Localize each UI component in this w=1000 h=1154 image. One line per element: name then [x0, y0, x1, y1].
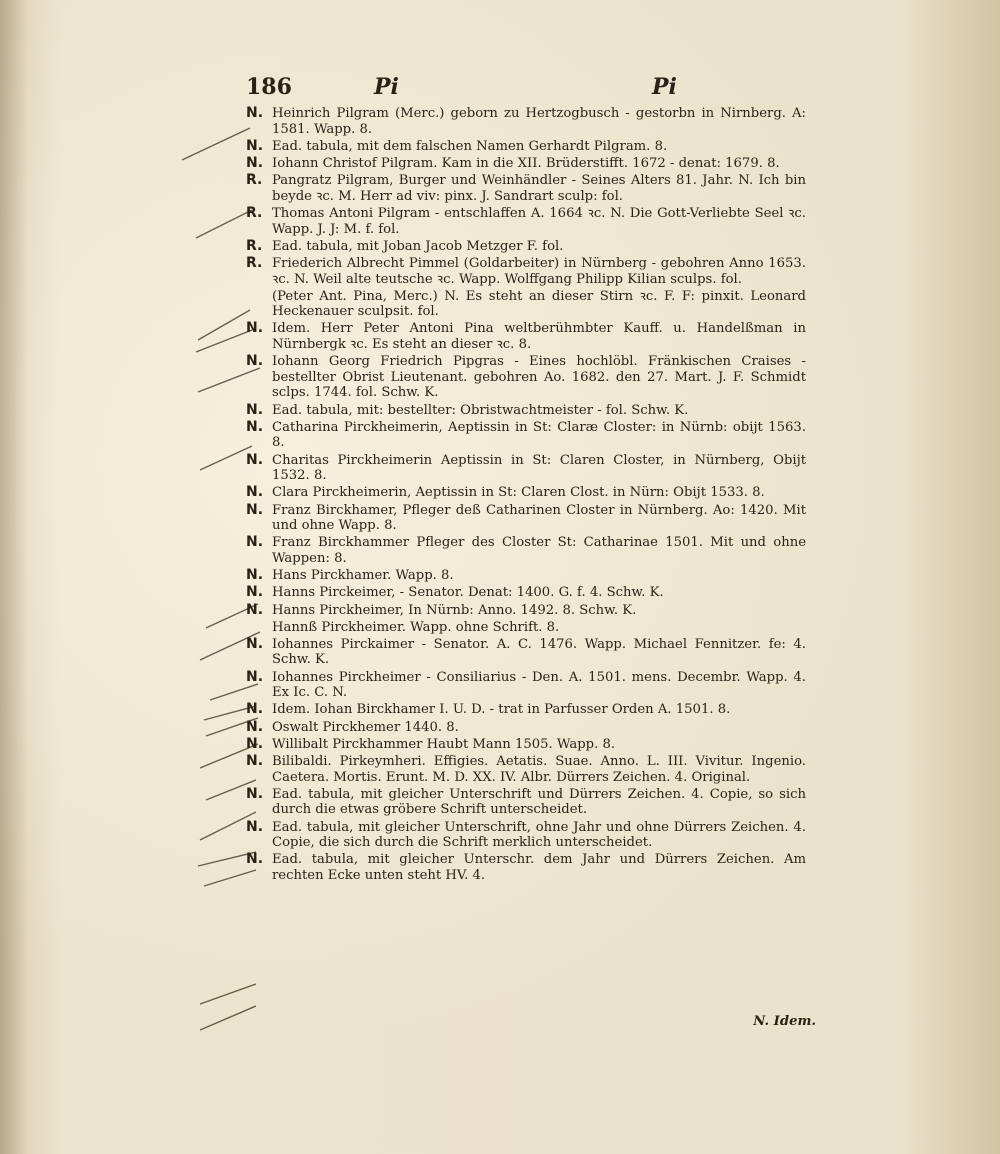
entry-mark: N. [246, 718, 264, 735]
list-item [246, 670, 806, 701]
list-item [246, 603, 806, 619]
list-item [246, 568, 806, 584]
list-item [246, 403, 806, 419]
list-item [246, 820, 806, 851]
entry-mark: N. [246, 818, 264, 835]
list-item [246, 720, 806, 736]
entry-list [246, 106, 806, 885]
entry-text: Charitas Pirckheimerin Aeptissin in St: Claren Closter, in Nürnberg, Obijt 1532. 8. [272, 452, 806, 484]
entry-text: Franz Birckhammer Pfleger des Closter St: Catharinae 1501. Mit und ohne Wappen: 8. [272, 535, 806, 566]
list-item [246, 239, 806, 255]
list-item [246, 206, 806, 237]
list-item [246, 535, 806, 566]
list-item [246, 702, 806, 718]
entry-text: Ead. tabula, mit gleicher Unterschrift, ohne Jahr und ohne Dürrers Zeichen. 4. Copie, die sich durch die Schrift merklich unterscheidet. [272, 819, 806, 851]
entry-text: Clara Pirckheimerin, Aeptissin in St: Claren Clost. in Nürn: Obijt 1533. 8. [272, 485, 765, 501]
list-item [246, 754, 806, 785]
entry-mark: N. [246, 584, 264, 601]
entry-text: Iohannes Pirckheimer - Consiliarius - Den. A. 1501. mens. Decembr. Wapp. 4. Ex Ic. C. N. [272, 669, 806, 701]
entry-text: Bilibaldi. Pirkeymheri. Effigies. Aetatis. Suae. Anno. L. III. Vivitur. Ingenio. Caetera. Mortis. Erunt. M. D. XX. IV. Albr. Dürrers Zeichen. 4. Original. [272, 754, 806, 785]
list-item [246, 620, 806, 636]
entry-mark: N. [246, 534, 264, 551]
list-item [246, 420, 806, 451]
entry-text: Iohann Georg Friedrich Pipgras - Eines hochlöbl. Fränkischen Craises - bestellter Obrist Lieutenant. gebohren Ao. 1682. den 27. Mart. J. F. Schmidt sclps. 1744. fol. Schw. K. [272, 354, 806, 401]
list-item [246, 256, 806, 287]
entry-text: Hanns Pirckeimer, - Senator. Denat: 1400. G. f. 4. Schw. K. [272, 585, 664, 601]
entry-mark: N. [246, 851, 264, 868]
entry-text: Franz Birckhamer, Pfleger deß Catharinen Closter in Nürnberg. Ao: 1420. Mit und ohne Wapp. 8. [272, 502, 806, 534]
entry-text: Hans Pirckhamer. Wapp. 8. [272, 568, 454, 584]
entry-mark: N. [246, 567, 264, 584]
list-item [246, 585, 806, 601]
list-item [246, 485, 806, 501]
list-item [246, 503, 806, 534]
entry-mark: N. [246, 320, 264, 337]
entry-text: Idem. Iohan Birckhamer I. U. D. - trat in Parfusser Orden A. 1501. 8. [272, 702, 731, 718]
list-item [246, 852, 806, 883]
entry-mark: N. [246, 401, 264, 418]
entry-mark: N. [246, 601, 264, 618]
entry-mark: N. [246, 154, 264, 171]
entry-mark: N. [246, 635, 264, 652]
entry-text: Pangratz Pilgram, Burger und Weinhändler - Seines Alters 81. Jahr. N. Ich bin beyde ꝛc. M. Herr ad viv: pinx. J. Sandrart sculp: fol. [272, 173, 806, 204]
entry-text: Ead. tabula, mit gleicher Unterschr. dem Jahr und Dürrers Zeichen. Am rechten Ecke unten steht HV. 4. [272, 852, 806, 883]
entry-text: Willibalt Pirckhammer Haubt Mann 1505. Wapp. 8. [272, 736, 616, 752]
running-head-right: Pi [652, 74, 677, 100]
entry-text: Iohannes Pirckaimer - Senator. A. C. 1476. Wapp. Michael Fennitzer. fe: 4. Schw. K. [272, 636, 806, 668]
entry-text: Ead. tabula, mit dem falschen Namen Gerhardt Pilgram. 8. [272, 138, 668, 154]
entry-text: Ead. tabula, mit Joban Jacob Metzger F. fol. [272, 238, 564, 254]
entry-mark: N. [246, 105, 264, 121]
entry-text: Oswalt Pirckhemer 1440. 8. [272, 719, 459, 735]
list-item [246, 106, 806, 137]
entry-mark: N. [246, 668, 264, 685]
entry-text: Hanns Pirckheimer, In Nürnb: Anno. 1492. 8. Schw. K. [272, 602, 637, 618]
entry-mark: N. [246, 785, 264, 802]
entry-mark: R. [246, 172, 263, 189]
entry-mark: N. [246, 753, 264, 769]
entry-mark: N. [246, 418, 264, 435]
list-item [246, 453, 806, 484]
entry-mark: R. [246, 204, 263, 221]
entry-mark: N. [246, 137, 264, 154]
entry-text: (Peter Ant. Pina, Merc.) N. Es steht an dieser Stirn ꝛc. F. F: pinxit. Leonard Heckenauer sculpsit. fol. [272, 288, 806, 320]
list-item [246, 173, 806, 204]
running-head-left: Pi [374, 74, 399, 100]
list-item [246, 737, 806, 753]
entry-mark: N. [246, 501, 264, 518]
entry-mark: N. [246, 735, 264, 752]
page-header [246, 74, 806, 104]
catchword: N. Idem. [753, 1014, 816, 1029]
entry-text: Iohann Christof Pilgram. Kam in die XII. Brüderstifft. 1672 - denat: 1679. 8. [272, 155, 780, 171]
entry-text: Friederich Albrecht Pimmel (Goldarbeiter) in Nürnberg - gebohren Anno 1653. ꝛc. N. Weil alte teutsche ꝛc. Wapp. Wolffgang Philipp Kilian sculps. fol. [272, 255, 806, 287]
list-item [246, 354, 806, 401]
list-item [246, 321, 806, 352]
entry-text: Ead. tabula, mit: bestellter: Obristwachtmeister - fol. Schw. K. [272, 402, 689, 418]
list-item [246, 139, 806, 155]
entry-mark: N. [246, 484, 264, 501]
page-number: 186 [246, 74, 292, 100]
entry-text: Idem. Herr Peter Antoni Pina weltberühmbter Kauff. u. Handelßman in Nürnbergk ꝛc. Es steht an dieser ꝛc. 8. [272, 321, 806, 353]
entry-text: Heinrich Pilgram (Merc.) geborn zu Hertzogbusch - gestorbn in Nirnberg. A: 1581. Wapp. 8. [272, 106, 806, 137]
entry-text: Hannß Pirckheimer. Wapp. ohne Schrift. 8. [272, 619, 560, 635]
entry-mark: N. [246, 353, 264, 370]
entry-mark: R. [246, 254, 263, 271]
entry-mark: N. [246, 701, 264, 718]
list-item [246, 787, 806, 818]
entry-text: Ead. tabula, mit gleicher Unterschrift und Dürrers Zeichen. 4. Copie, so sich durch die etwas gröbere Schrift unterscheidet. [272, 786, 806, 818]
list-item [246, 637, 806, 668]
entry-text: Catharina Pirckheimerin, Aeptissin in St: Claræ Closter: in Nürnb: obijt 1563. 8. [272, 419, 806, 451]
list-item [246, 289, 806, 320]
list-item [246, 156, 806, 172]
entry-mark: N. [246, 451, 264, 468]
entry-text: Thomas Antoni Pilgram - entschlaffen A. 1664 ꝛc. N. Die Gott-Verliebte Seel ꝛc. Wapp. J. J: M. f. fol. [272, 205, 806, 237]
entry-mark: R. [246, 237, 263, 254]
